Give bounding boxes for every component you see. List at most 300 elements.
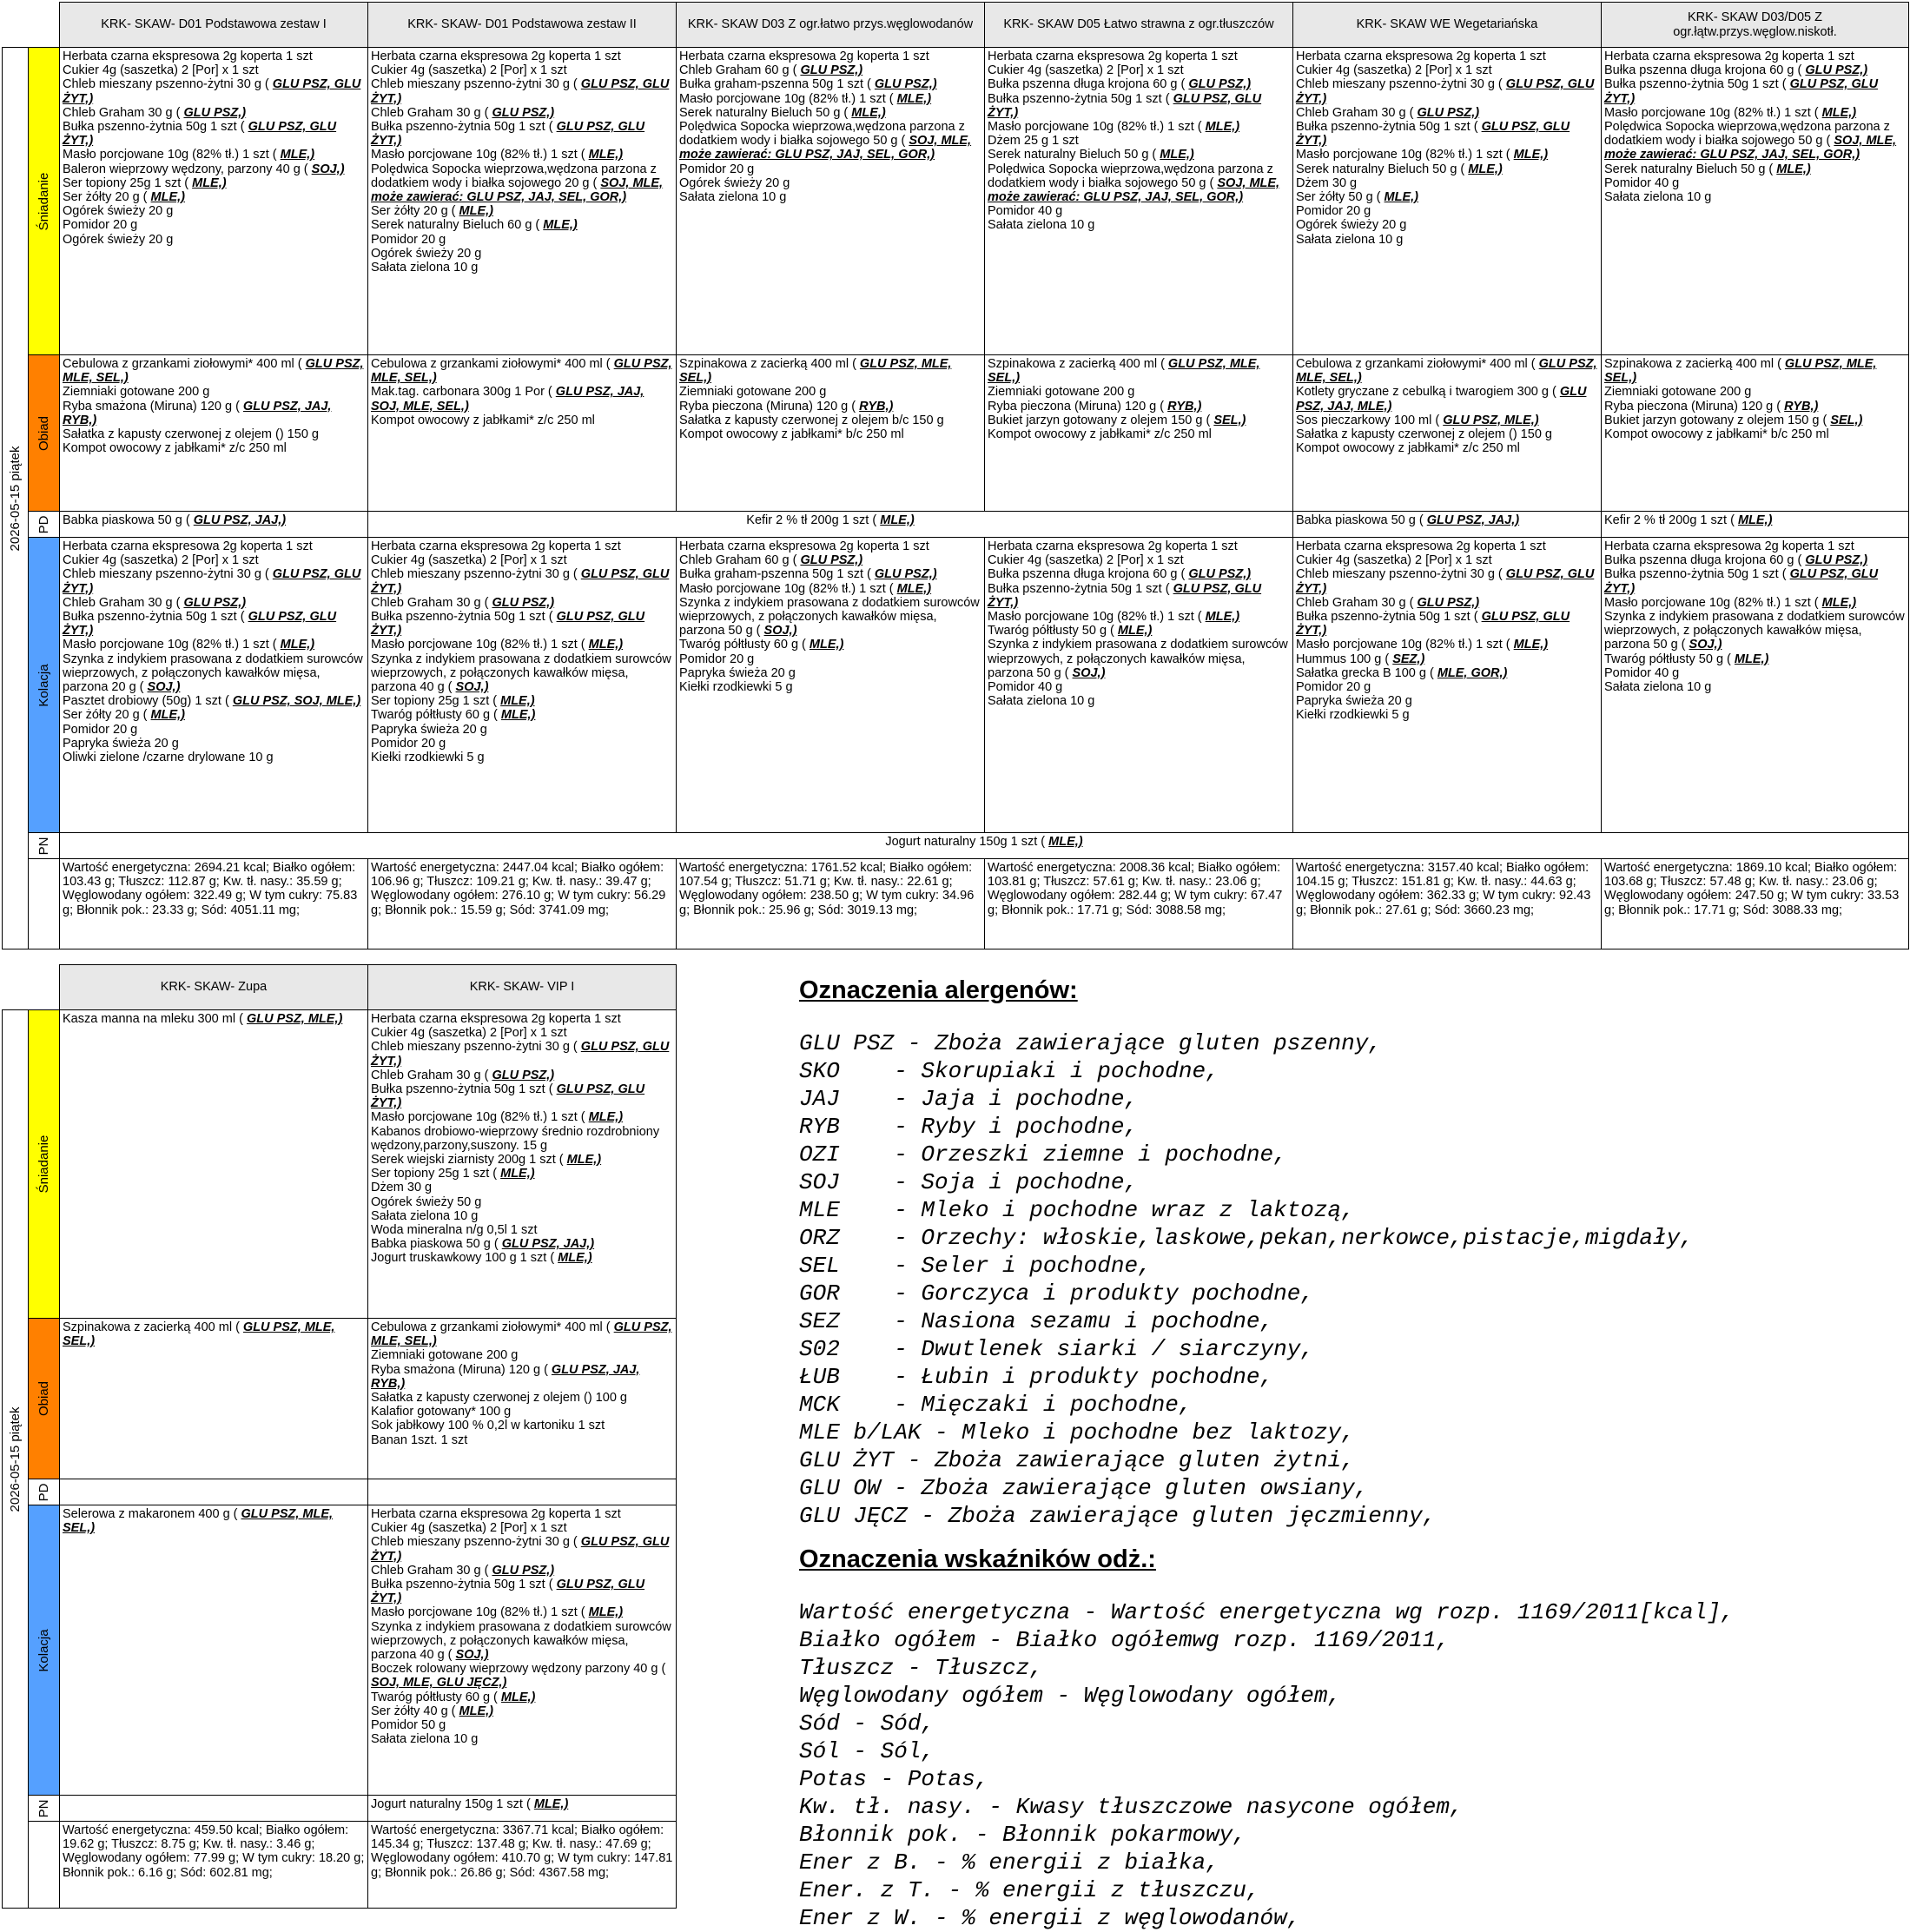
menu-item: Papryka świeża 20 g: [371, 722, 487, 737]
corner-blank: [3, 965, 29, 1010]
meal-label-dinner: Kolacja: [29, 538, 60, 833]
menu-item: Pomidor 50 g: [371, 1718, 446, 1733]
menu-item: Pasztet drobiowy (50g) 1 szt ( GLU PSZ, SOJ, MLE,): [63, 694, 361, 709]
date-cell: [3, 48, 29, 949]
legend-line: MLE - Mleko i pochodne wraz z laktozą,: [799, 1197, 1355, 1223]
nutrition-cell: Wartość energetyczna: 3157.40 kcal; Białko ogółem: 104.15 g; Tłuszcz: 151.81 g; Kw. tł. nasy.: 44.63 g; Węglowodany ogółem: 362.33 g; W tym cukry: 92.43 g; Błonnik pok.: 27.61 g; Sód: 3660.23 mg;: [1293, 859, 1602, 949]
menu-item: Herbata czarna ekspresowa 2g koperta 1 szt: [371, 50, 621, 63]
legend-line: Sód - Sód,: [799, 1710, 935, 1737]
menu-item: Pomidor 40 g: [988, 680, 1063, 695]
menu-item: Chleb Graham 30 g ( GLU PSZ,): [63, 595, 247, 610]
header-row: [3, 965, 677, 1010]
menu-item: Kiełki rzodkiewki 5 g: [679, 680, 793, 695]
menu-item: Pomidor 20 g: [63, 218, 138, 233]
menu-item: Kompot owocowy z jabłkami* z/c 250 ml: [988, 427, 1212, 442]
menu-item: Bułka pszenno-żytnia 50g 1 szt ( GLU PSZ, GLU ŻYT,): [371, 610, 645, 638]
indicator-legend-title: Oznaczenia wskaźników odż.:: [799, 1545, 1156, 1573]
menu-item: Pomidor 20 g: [679, 652, 755, 666]
menu-cell: [368, 355, 677, 512]
nutrition-cell: Wartość energetyczna: 1869.10 kcal; Białko ogółem: 103.68 g; Tłuszcz: 57.48 g; Kw. tł. nasy.: 23.06 g; Węglowodany ogółem: 247.50 g; W tym cukry: 33.53 g; Błonnik pok.: 17.71 g; Sód: 3088.33 mg;: [1602, 859, 1909, 949]
legend-line: SEL - Seler i pochodne,: [799, 1253, 1152, 1279]
snack-row: [3, 1479, 677, 1505]
date-cell: [3, 1010, 29, 1909]
menu-item: Herbata czarna ekspresowa 2g koperta 1 szt: [371, 539, 621, 553]
menu-item: Twaróg półtłusty 60 g ( MLE,): [679, 638, 844, 652]
menu-item: Bułka pszenno-żytnia 50g 1 szt ( GLU PSZ, GLU ŻYT,): [63, 610, 337, 638]
menu-item: Ser topiony 25g 1 szt ( MLE,): [371, 694, 535, 709]
legend-line: ŁUB - Łubin i produkty pochodne,: [799, 1364, 1274, 1390]
menu-item: Ryba smażona (Miruna) 120 g ( GLU PSZ, JAJ, RYB,): [371, 1362, 640, 1391]
menu-item: Masło porcjowane 10g (82% tł.) 1 szt ( MLE,): [1604, 105, 1857, 120]
menu-item: Sałata zielona 10 g: [988, 694, 1095, 709]
menu-item: Masło porcjowane 10g (82% tł.) 1 szt ( MLE,): [1604, 595, 1857, 610]
menu-item: Serek naturalny Bieluch 60 g ( MLE,): [371, 218, 578, 233]
menu-item: Serek naturalny Bieluch 50 g ( MLE,): [679, 105, 886, 120]
legend-line: Węglowodany ogółem - Węglowodany ogółem,: [799, 1683, 1342, 1709]
legend-line: S02 - Dwutlenek siarki / siarczyny,: [799, 1336, 1314, 1362]
menu-item: Bułka pszenna długa krojona 60 g ( GLU PSZ,): [1604, 63, 1868, 78]
legend-line: Sól - Sól,: [799, 1738, 935, 1764]
legend-line: SKO - Skorupiaki i pochodne,: [799, 1058, 1219, 1084]
meal-label-dinner: Kolacja: [29, 1505, 60, 1796]
meal-label-blank: [29, 1822, 60, 1909]
header-row: [3, 3, 1909, 48]
menu-item: Twaróg półtłusty 60 g ( MLE,): [371, 1690, 536, 1704]
diet-header: KRK- SKAW- D01 Podstawowa zestaw I: [60, 3, 368, 48]
menu-item: Cukier 4g (saszetka) 2 [Por] x 1 szt: [371, 1521, 567, 1536]
menu-item: Herbata czarna ekspresowa 2g koperta 1 szt: [679, 539, 929, 553]
menu-cell: Jogurt naturalny 150g 1 szt ( MLE,): [368, 1796, 677, 1822]
menu-item: Pomidor 20 g: [371, 736, 446, 751]
menu-table-main: [2, 2, 1909, 949]
menu-item: Twaróg półtłusty 50 g ( MLE,): [988, 624, 1153, 638]
menu-item: Masło porcjowane 10g (82% tł.) 1 szt ( MLE,): [1296, 148, 1549, 162]
nutrition-cell: Wartość energetyczna: 2008.36 kcal; Białko ogółem: 103.81 g; Tłuszcz: 57.61 g; Kw. tł. nasy.: 23.06 g; Węglowodany ogółem: 282.44 g; W tym cukry: 67.47 g; Błonnik pok.: 17.71 g; Sód: 3088.58 mg;: [985, 859, 1293, 949]
menu-item: Kasza manna na mleku 300 ml ( GLU PSZ, MLE,): [63, 1012, 343, 1026]
night-snack-row: [3, 833, 1909, 859]
menu-cell: [368, 1505, 677, 1796]
legend-line: Białko ogółem - Białko ogółemwg rozp. 1169/2011,: [799, 1627, 1450, 1653]
menu-item: Dżem 25 g 1 szt: [988, 134, 1079, 149]
menu-item: Szynka z indykiem prasowana z dodatkiem surowców wieprzowych, z połączonych kawałków mięsa, parzona 50 g ( SOJ,): [988, 638, 1288, 680]
menu-item: Ryba pieczona (Miruna) 120 g ( RYB,): [1604, 399, 1819, 414]
menu-item: Serek naturalny Bieluch 50 g ( MLE,): [1296, 162, 1503, 176]
menu-item: Kalafior gotowany* 100 g: [371, 1405, 512, 1419]
nutrition-row: [3, 859, 1909, 949]
menu-cell: Babka piaskowa 50 g ( GLU PSZ, JAJ,): [1293, 512, 1602, 538]
menu-item: Herbata czarna ekspresowa 2g koperta 1 szt: [1296, 50, 1546, 63]
snack-row: [3, 512, 1909, 538]
menu-item: Bukiet jarzyn gotowany z olejem 150 g ( SEL,): [988, 413, 1246, 427]
menu-item: Chleb mieszany pszenno-żytni 30 g ( GLU PSZ, GLU ŻYT,): [371, 77, 670, 106]
legend-line: Wartość energetyczna - Wartość energetyczna wg rozp. 1169/2011[kcal],: [799, 1599, 1735, 1625]
menu-item: Cukier 4g (saszetka) 2 [Por] x 1 szt: [1296, 63, 1492, 78]
menu-cell: [1602, 355, 1909, 512]
legend-line: Ener z B. - % energii z białka,: [799, 1849, 1219, 1876]
menu-item: Cukier 4g (saszetka) 2 [Por] x 1 szt: [371, 63, 567, 78]
menu-item: Szynka z indykiem prasowana z dodatkiem surowców wieprzowych, z połączonych kawałków mięsa, parzona 40 g ( SOJ,): [371, 652, 671, 695]
menu-item: Bukiet jarzyn gotowany z olejem 150 g ( SEL,): [1604, 413, 1863, 427]
menu-item: Babka piaskowa 50 g ( GLU PSZ, JAJ,): [371, 1237, 595, 1252]
menu-item: Chleb mieszany pszenno-żytni 30 g ( GLU PSZ, GLU ŻYT,): [63, 77, 361, 106]
menu-item: Herbata czarna ekspresowa 2g koperta 1 szt: [679, 50, 929, 63]
menu-item: Kiełki rzodkiewki 5 g: [1296, 708, 1410, 723]
diet-header: KRK- SKAW- Zupa: [60, 965, 368, 1010]
menu-item: Szynka z indykiem prasowana z dodatkiem surowców wieprzowych, z połączonych kawałków mięsa, parzona 40 g ( SOJ,): [371, 1619, 671, 1663]
menu-item: Papryka świeża 20 g: [679, 665, 796, 680]
menu-item: Ser topiony 25g 1 szt ( MLE,): [371, 1167, 535, 1181]
menu-item: Papryka świeża 20 g: [63, 736, 179, 751]
menu-cell: [677, 355, 985, 512]
breakfast-row: [3, 48, 1909, 355]
lunch-row: [3, 1319, 677, 1479]
menu-item: Ryba pieczona (Miruna) 120 g ( RYB,): [679, 399, 894, 414]
menu-item: Chleb Graham 30 g ( GLU PSZ,): [1296, 595, 1480, 610]
indicator-list: [799, 1598, 1735, 1932]
menu-item: Polędwica Sopocka wieprzowa,wędzona parzona z dodatkiem wody i białka sojowego 50 g ( SOJ, MLE, może zawierać: GLU PSZ, JAJ, SEL, GOR,): [679, 120, 972, 162]
menu-item: Banan 1szt. 1 szt: [371, 1432, 468, 1447]
menu-item: Masło porcjowane 10g (82% tł.) 1 szt ( MLE,): [63, 638, 315, 652]
menu-item: Sałatka grecka B 100 g ( MLE, GOR,): [1296, 665, 1508, 680]
menu-item: Bułka pszenno-żytnia 50g 1 szt ( GLU PSZ, GLU ŻYT,): [1296, 120, 1570, 149]
menu-item: Bułka pszenna długa krojona 60 g ( GLU PSZ,): [1604, 553, 1868, 568]
menu-item: Herbata czarna ekspresowa 2g koperta 1 szt: [63, 50, 313, 63]
menu-item: Polędwica Sopocka wieprzowa,wędzona parzona z dodatkiem wody i białka sojowego 50 g ( SOJ, MLE, może zawierać: GLU PSZ, JAJ, SEL, GOR,): [1604, 120, 1897, 162]
dinner-row: [3, 538, 1909, 833]
menu-item: Chleb Graham 60 g ( GLU PSZ,): [679, 553, 863, 568]
menu-item: Bułka pszenno-żytnia 50g 1 szt ( GLU PSZ, GLU ŻYT,): [1604, 77, 1879, 106]
menu-item: Pomidor 40 g: [1604, 665, 1680, 680]
allergen-legend-title: Oznaczenia alergenów:: [799, 976, 1078, 1004]
menu-item: Herbata czarna ekspresowa 2g koperta 1 szt: [1604, 50, 1854, 63]
menu-item: Masło porcjowane 10g (82% tł.) 1 szt ( MLE,): [988, 610, 1240, 625]
meal-label-lunch: Obiad: [29, 355, 60, 512]
menu-item: Szynka z indykiem prasowana z dodatkiem surowców wieprzowych, z połączonych kawałków mięsa, parzona 20 g ( SOJ,): [63, 652, 363, 695]
menu-cell: [60, 538, 368, 833]
menu-item: Sos pieczarkowy 100 ml ( GLU PSZ, MLE,): [1296, 413, 1539, 427]
menu-item: Herbata czarna ekspresowa 2g koperta 1 szt: [371, 1507, 621, 1521]
menu-cell: [60, 1010, 368, 1319]
menu-item: Ziemniaki gotowane 200 g: [679, 385, 827, 400]
menu-item: Herbata czarna ekspresowa 2g koperta 1 szt: [988, 539, 1238, 553]
menu-item: Pomidor 20 g: [1296, 204, 1371, 219]
menu-item: Szpinakowa z zacierką 400 ml ( GLU PSZ, MLE, SEL,): [1604, 357, 1877, 386]
menu-item: Jogurt truskawkowy 100 g 1 szt ( MLE,): [371, 1251, 592, 1266]
menu-item: Chleb Graham 30 g ( GLU PSZ,): [371, 1563, 555, 1578]
menu-item: Cukier 4g (saszetka) 2 [Por] x 1 szt: [371, 553, 567, 568]
date-label: 2026-05-15 piątek: [7, 446, 23, 551]
menu-item: Dżem 30 g: [371, 1181, 433, 1195]
meal-label-pn: PN: [29, 1796, 60, 1822]
menu-item: Cukier 4g (saszetka) 2 [Por] x 1 szt: [63, 553, 259, 568]
menu-item: Ser topiony 25g 1 szt ( MLE,): [63, 175, 227, 190]
menu-item: Ser żółty 40 g ( MLE,): [371, 1704, 494, 1718]
menu-cell: [677, 538, 985, 833]
menu-item: Twaróg półtłusty 60 g ( MLE,): [371, 708, 536, 723]
menu-item: Papryka świeża 20 g: [1296, 694, 1412, 709]
meal-label-blank: [29, 859, 60, 949]
menu-item: Herbata czarna ekspresowa 2g koperta 1 szt: [1296, 539, 1546, 553]
menu-item: Masło porcjowane 10g (82% tł.) 1 szt ( MLE,): [371, 1110, 624, 1125]
legend-line: RYB - Ryby i pochodne,: [799, 1114, 1139, 1140]
menu-item: Bułka graham-pszenna 50g 1 szt ( GLU PSZ,): [679, 77, 937, 92]
menu-item: Ryba smażona (Miruna) 120 g ( GLU PSZ, JAJ, RYB,): [63, 399, 332, 427]
diet-header: KRK- SKAW D03 Z ogr.łatwo przys.węglowodanów: [677, 3, 985, 48]
lunch-row: [3, 355, 1909, 512]
menu-cell: [985, 538, 1293, 833]
dinner-row: [3, 1505, 677, 1796]
menu-item: Bułka pszenno-żytnia 50g 1 szt ( GLU PSZ, GLU ŻYT,): [371, 1082, 645, 1111]
menu-cell: [60, 355, 368, 512]
menu-item: Masło porcjowane 10g (82% tł.) 1 szt ( MLE,): [371, 638, 624, 652]
legend-line: SOJ - Soja i pochodne,: [799, 1169, 1139, 1195]
menu-cell: [60, 1479, 368, 1505]
date-label: 2026-05-15 piątek: [7, 1406, 23, 1512]
menu-item: Chleb mieszany pszenno-żytni 30 g ( GLU PSZ, GLU ŻYT,): [1296, 77, 1595, 106]
menu-item: Chleb Graham 30 g ( GLU PSZ,): [371, 105, 555, 120]
menu-item: Sok jabłkowy 100 % 0,2l w kartoniku 1 szt: [371, 1419, 605, 1433]
menu-cell: [368, 48, 677, 355]
menu-item: Pomidor 20 g: [371, 232, 446, 247]
menu-item: Dżem 30 g: [1296, 175, 1358, 190]
menu-item: Kotlety gryczane z cebulką i twarogiem 300 g ( GLU PSZ, JAJ, MLE,): [1296, 385, 1587, 414]
meal-label-pd: PD: [29, 1479, 60, 1505]
menu-item: Bułka pszenno-żytnia 50g 1 szt ( GLU PSZ, GLU ŻYT,): [371, 1578, 645, 1606]
menu-cell: Kefir 2 % tł 200g 1 szt ( MLE,): [1602, 512, 1909, 538]
menu-item: Herbata czarna ekspresowa 2g koperta 1 szt: [988, 50, 1238, 63]
diet-header: KRK- SKAW WE Wegetariańska: [1293, 3, 1602, 48]
legend-line: Potas - Potas,: [799, 1766, 989, 1792]
menu-cell: [368, 1319, 677, 1479]
menu-item: Sałata zielona 10 g: [371, 1732, 479, 1747]
menu-item: Bułka pszenno-żytnia 50g 1 szt ( GLU PSZ, GLU ŻYT,): [988, 581, 1262, 610]
menu-item: Masło porcjowane 10g (82% tł.) 1 szt ( MLE,): [371, 148, 624, 162]
legend-line: GLU ŻYT - Zboża zawierające gluten żytni,: [799, 1447, 1355, 1473]
menu-item: Bułka pszenna długa krojona 60 g ( GLU PSZ,): [988, 77, 1252, 92]
menu-item: Ziemniaki gotowane 200 g: [1604, 385, 1752, 400]
menu-cell: [985, 48, 1293, 355]
menu-cell: [985, 355, 1293, 512]
menu-item: Pomidor 20 g: [679, 162, 755, 176]
diet-header: KRK- SKAW- VIP I: [368, 965, 677, 1010]
menu-item: Pomidor 20 g: [1296, 680, 1371, 695]
menu-item: Sałata zielona 10 g: [371, 1208, 479, 1223]
menu-item: Pomidor 40 g: [988, 204, 1063, 219]
menu-item: Ogórek świeży 20 g: [63, 232, 174, 247]
legend-line: GOR - Gorczyca i produkty pochodne,: [799, 1280, 1314, 1307]
menu-item: Kompot owocowy z jabłkami* z/c 250 ml: [1296, 441, 1520, 456]
menu-item: Szpinakowa z zacierką 400 ml ( GLU PSZ, MLE, SEL,): [63, 1320, 335, 1349]
menu-item: Ser żółty 20 g ( MLE,): [63, 190, 186, 205]
menu-cell: Babka piaskowa 50 g ( GLU PSZ, JAJ,): [60, 512, 368, 538]
menu-item: Kompot owocowy z jabłkami* b/c 250 ml: [1604, 427, 1829, 442]
menu-item: Pomidor 20 g: [63, 722, 138, 737]
menu-cell: [60, 1319, 368, 1479]
diet-header: KRK- SKAW D05 Łatwo strawna z ogr.tłuszczów: [985, 3, 1293, 48]
menu-item: Chleb mieszany pszenno-żytni 30 g ( GLU PSZ, GLU ŻYT,): [371, 567, 670, 596]
menu-item: Ser żółty 20 g ( MLE,): [63, 708, 186, 723]
legend-line: MLE b/LAK - Mleko i pochodne bez laktozy,: [799, 1419, 1355, 1446]
meal-label-breakfast: Śniadanie: [29, 1010, 60, 1319]
nutrition-row: [3, 1822, 677, 1909]
menu-item: Sałatka z kapusty czerwonej z olejem () 100 g: [371, 1391, 627, 1406]
menu-item: Ser żółty 20 g ( MLE,): [371, 204, 494, 219]
menu-item: Kompot owocowy z jabłkami* z/c 250 ml: [371, 413, 595, 427]
nutrition-cell: Wartość energetyczna: 3367.71 kcal; Białko ogółem: 145.34 g; Tłuszcz: 137.48 g; Kw. tł. nasy.: 47.69 g; Węglowodany ogółem: 410.70 g; W tym cukry: 147.81 g; Błonnik pok.: 26.86 g; Sód: 4367.58 mg;: [368, 1822, 677, 1909]
menu-item: Kompot owocowy z jabłkami* b/c 250 ml: [679, 427, 904, 442]
corner-blank: [29, 965, 60, 1010]
menu-item: Herbata czarna ekspresowa 2g koperta 1 szt: [371, 1012, 621, 1026]
meal-label-pd: PD: [29, 512, 60, 538]
menu-item: Bułka pszenno-żytnia 50g 1 szt ( GLU PSZ, GLU ŻYT,): [1604, 567, 1879, 596]
menu-item: Cebulowa z grzankami ziołowymi* 400 ml ( GLU PSZ, MLE, SEL,): [63, 357, 364, 386]
menu-cell: Kefir 2 % tł 200g 1 szt ( MLE,): [368, 512, 1293, 538]
menu-item: Ogórek świeży 50 g: [371, 1194, 482, 1209]
menu-item: Herbata czarna ekspresowa 2g koperta 1 szt: [63, 539, 313, 553]
menu-item: Ogórek świeży 20 g: [679, 175, 790, 190]
menu-item: Polędwica Sopocka wieprzowa,wędzona parzona z dodatkiem wody i białka sojowego 20 g ( SOJ, MLE, może zawierać: GLU PSZ, JAJ, SEL, GOR,): [371, 162, 664, 205]
allergen-list: [799, 1029, 1735, 1530]
menu-item: Cukier 4g (saszetka) 2 [Por] x 1 szt: [63, 63, 259, 78]
menu-item: Boczek rolowany wieprzowy wędzony parzony 40 g ( SOJ, MLE, GLU JĘCZ,): [371, 1662, 666, 1690]
menu-item: Masło porcjowane 10g (82% tł.) 1 szt ( MLE,): [679, 581, 932, 596]
menu-item: Sałatka z kapusty czerwonej z olejem b/c 150 g: [679, 413, 944, 427]
menu-item: Kompot owocowy z jabłkami* z/c 250 ml: [63, 441, 287, 456]
menu-item: Bułka pszenno-żytnia 50g 1 szt ( GLU PSZ, GLU ŻYT,): [988, 91, 1262, 120]
nutrition-cell: Wartość energetyczna: 459.50 kcal; Białko ogółem: 19.62 g; Tłuszcz: 8.75 g; Kw. tł. nasy.: 3.46 g; Węglowodany ogółem: 77.99 g; W tym cukry: 18.20 g; Błonnik pok.: 6.16 g; Sód: 602.81 mg;: [60, 1822, 368, 1909]
menu-item: Kabanos drobiowo-wieprzowy średnio rozdrobniony wędzony,parzony,suszony. 15 g: [371, 1124, 660, 1153]
menu-item: Woda mineralna n/g 0,5l 1 szt: [371, 1223, 538, 1238]
menu-cell: [60, 48, 368, 355]
nutrition-cell: Wartość energetyczna: 2447.04 kcal; Białko ogółem: 106.96 g; Tłuszcz: 109.21 g; Kw. tł. nasy.: 39.47 g; Węglowodany ogółem: 276.10 g; W tym cukry: 56.29 g; Błonnik pok.: 15.59 g; Sód: 3741.09 mg;: [368, 859, 677, 949]
menu-item: Polędwica Sopocka wieprzowa,wędzona parzona z dodatkiem wody i białka sojowego 50 g ( SOJ, MLE, może zawierać: GLU PSZ, JAJ, SEL, GOR,): [988, 162, 1280, 205]
menu-item: Chleb Graham 30 g ( GLU PSZ,): [371, 595, 555, 610]
menu-item: Twaróg półtłusty 50 g ( MLE,): [1604, 652, 1769, 666]
menu-item: Chleb Graham 60 g ( GLU PSZ,): [679, 63, 863, 78]
menu-item: Ryba pieczona (Miruna) 120 g ( RYB,): [988, 399, 1202, 414]
menu-cell: [368, 1010, 677, 1319]
menu-item: Serek naturalny Bieluch 50 g ( MLE,): [1604, 162, 1811, 176]
menu-cell: [60, 1505, 368, 1796]
menu-item: Chleb mieszany pszenno-żytni 30 g ( GLU PSZ, GLU ŻYT,): [371, 1535, 670, 1564]
menu-item: Herbata czarna ekspresowa 2g koperta 1 szt: [1604, 539, 1854, 553]
menu-item: Sałata zielona 10 g: [1296, 232, 1404, 247]
legend-line: SEZ - Nasiona sezamu i pochodne,: [799, 1308, 1274, 1334]
menu-item: Chleb Graham 30 g ( GLU PSZ,): [371, 1068, 555, 1082]
menu-item: Szynka z indykiem prasowana z dodatkiem surowców wieprzowych, z połączonych kawałków mięsa, parzona 50 g ( SOJ,): [679, 595, 980, 638]
menu-item: Ogórek świeży 20 g: [63, 204, 174, 219]
legend-line: Błonnik pok. - Błonnik pokarmowy,: [799, 1822, 1246, 1848]
menu-item: Masło porcjowane 10g (82% tł.) 1 szt ( MLE,): [679, 91, 932, 106]
menu-item: Chleb mieszany pszenno-żytni 30 g ( GLU PSZ, GLU ŻYT,): [63, 567, 361, 596]
menu-item: Hummus 100 g ( SEZ,): [1296, 652, 1425, 666]
menu-item: Sałatka z kapusty czerwonej z olejem () 150 g: [1296, 427, 1552, 442]
menu-item: Bułka pszenno-żytnia 50g 1 szt ( GLU PSZ, GLU ŻYT,): [63, 120, 337, 149]
diet-header: KRK- SKAW- D01 Podstawowa zestaw II: [368, 3, 677, 48]
meal-label-pn: PN: [29, 833, 60, 859]
menu-item: Cebulowa z grzankami ziołowymi* 400 ml ( GLU PSZ, MLE, SEL,): [1296, 357, 1597, 386]
menu-item: Ogórek świeży 20 g: [1296, 218, 1407, 233]
legend-line: GLU PSZ - Zboża zawierające gluten pszenny,: [799, 1030, 1382, 1056]
menu-item: Pomidor 40 g: [1604, 175, 1680, 190]
menu-cell: [1293, 355, 1602, 512]
menu-cell: [1602, 48, 1909, 355]
menu-cell: [368, 1479, 677, 1505]
legend-line: Ener z W. - % energii z węglowodanów,: [799, 1905, 1301, 1931]
menu-item: Cukier 4g (saszetka) 2 [Por] x 1 szt: [988, 553, 1184, 568]
menu-item: Serek naturalny Bieluch 50 g ( MLE,): [988, 148, 1194, 162]
diet-header: KRK- SKAW D03/D05 Z ogr.łątw.przys.węglow.niskotł.: [1602, 3, 1909, 48]
menu-item: Szpinakowa z zacierką 400 ml ( GLU PSZ, MLE, SEL,): [679, 357, 952, 386]
menu-item: Mak.tag. carbonara 300g 1 Por ( GLU PSZ, JAJ, SOJ, MLE, SEL,): [371, 385, 644, 414]
menu-item: Sałata zielona 10 g: [1604, 190, 1712, 205]
menu-cell: Jogurt naturalny 150g 1 szt ( MLE,): [60, 833, 1909, 859]
menu-cell: [677, 48, 985, 355]
menu-item: Cebulowa z grzankami ziołowymi* 400 ml ( GLU PSZ, MLE, SEL,): [371, 357, 672, 386]
menu-item: Cukier 4g (saszetka) 2 [Por] x 1 szt: [1296, 553, 1492, 568]
menu-item: Cukier 4g (saszetka) 2 [Por] x 1 szt: [988, 63, 1184, 78]
menu-item: Chleb Graham 30 g ( GLU PSZ,): [1296, 105, 1480, 120]
menu-item: Masło porcjowane 10g (82% tł.) 1 szt ( MLE,): [63, 148, 315, 162]
menu-item: Bułka pszenna długa krojona 60 g ( GLU PSZ,): [988, 567, 1252, 582]
menu-cell: [368, 538, 677, 833]
nutrition-cell: Wartość energetyczna: 2694.21 kcal; Białko ogółem: 103.43 g; Tłuszcz: 112.87 g; Kw. tł. nasy.: 35.59 g; Węglowodany ogółem: 322.49 g; W tym cukry: 75.83 g; Błonnik pok.: 23.33 g; Sód: 4051.11 mg;: [60, 859, 368, 949]
menu-item: Chleb mieszany pszenno-żytni 30 g ( GLU PSZ, GLU ŻYT,): [371, 1040, 670, 1069]
menu-item: Sałata zielona 10 g: [988, 218, 1095, 233]
menu-item: Chleb mieszany pszenno-żytni 30 g ( GLU PSZ, GLU ŻYT,): [1296, 567, 1595, 596]
menu-cell: [1602, 538, 1909, 833]
legend-line: ORZ - Orzechy: włoskie,laskowe,pekan,nerkowce,pistacje,migdały,: [799, 1225, 1694, 1251]
legend-line: Tłuszcz - Tłuszcz,: [799, 1655, 1043, 1681]
menu-item: Szpinakowa z zacierką 400 ml ( GLU PSZ, MLE, SEL,): [988, 357, 1260, 386]
menu-item: Masło porcjowane 10g (82% tł.) 1 szt ( MLE,): [1296, 638, 1549, 652]
corner-blank: [3, 3, 29, 48]
menu-item: Bułka graham-pszenna 50g 1 szt ( GLU PSZ,): [679, 567, 937, 582]
meal-label-lunch: Obiad: [29, 1319, 60, 1479]
menu-item: Sałata zielona 10 g: [371, 261, 479, 275]
menu-item: Sałatka z kapusty czerwonej z olejem () 150 g: [63, 427, 319, 442]
menu-item: Szynka z indykiem prasowana z dodatkiem surowców wieprzowych, z połączonych kawałków mięsa, parzona 50 g ( SOJ,): [1604, 610, 1905, 652]
legend-line: GLU JĘCZ - Zboża zawierające gluten jęczmienny,: [799, 1503, 1437, 1529]
menu-item: Serek wiejski ziarnisty 200g 1 szt ( MLE,): [371, 1153, 602, 1168]
menu-item: Ziemniaki gotowane 200 g: [63, 385, 210, 400]
meal-label-breakfast: Śniadanie: [29, 48, 60, 355]
breakfast-row: [3, 1010, 677, 1319]
menu-item: Sałata zielona 10 g: [679, 190, 787, 205]
night-snack-row: [3, 1796, 677, 1822]
menu-item: Sałata zielona 10 g: [1604, 680, 1712, 695]
menu-item: Selerowa z makaronem 400 g ( GLU PSZ, MLE, SEL,): [63, 1507, 334, 1536]
legend-line: Ener. z T. - % energii z tłuszczu,: [799, 1877, 1260, 1903]
menu-item: Masło porcjowane 10g (82% tł.) 1 szt ( MLE,): [988, 120, 1240, 135]
menu-item: Masło porcjowane 10g (82% tł.) 1 szt ( MLE,): [371, 1605, 624, 1620]
corner-blank: [29, 3, 60, 48]
nutrition-cell: Wartość energetyczna: 1761.52 kcal; Białko ogółem: 107.54 g; Tłuszcz: 51.71 g; Kw. tł. nasy.: 22.61 g; Węglowodany ogółem: 238.50 g; W tym cukry: 34.96 g; Błonnik pok.: 25.96 g; Sód: 3019.13 mg;: [677, 859, 985, 949]
menu-item: Bułka pszenno-żytnia 50g 1 szt ( GLU PSZ, GLU ŻYT,): [1296, 610, 1570, 638]
menu-item: Baleron wieprzowy wędzony, parzony 40 g ( SOJ,): [63, 162, 345, 176]
menu-cell: [60, 1796, 368, 1822]
menu-cell: [1293, 48, 1602, 355]
menu-item: Ser żółty 50 g ( MLE,): [1296, 190, 1419, 205]
menu-item: Ogórek świeży 20 g: [371, 246, 482, 261]
legend-line: GLU OW - Zboża zawierające gluten owsiany,: [799, 1475, 1369, 1501]
menu-item: Oliwki zielone /czarne drylowane 10 g: [63, 751, 274, 765]
menu-cell: [1293, 538, 1602, 833]
menu-item: Cukier 4g (saszetka) 2 [Por] x 1 szt: [371, 1026, 567, 1041]
menu-item: Bułka pszenno-żytnia 50g 1 szt ( GLU PSZ, GLU ŻYT,): [371, 120, 645, 149]
menu-item: Cebulowa z grzankami ziołowymi* 400 ml ( GLU PSZ, MLE, SEL,): [371, 1320, 672, 1349]
menu-table-secondary: [2, 964, 677, 1909]
